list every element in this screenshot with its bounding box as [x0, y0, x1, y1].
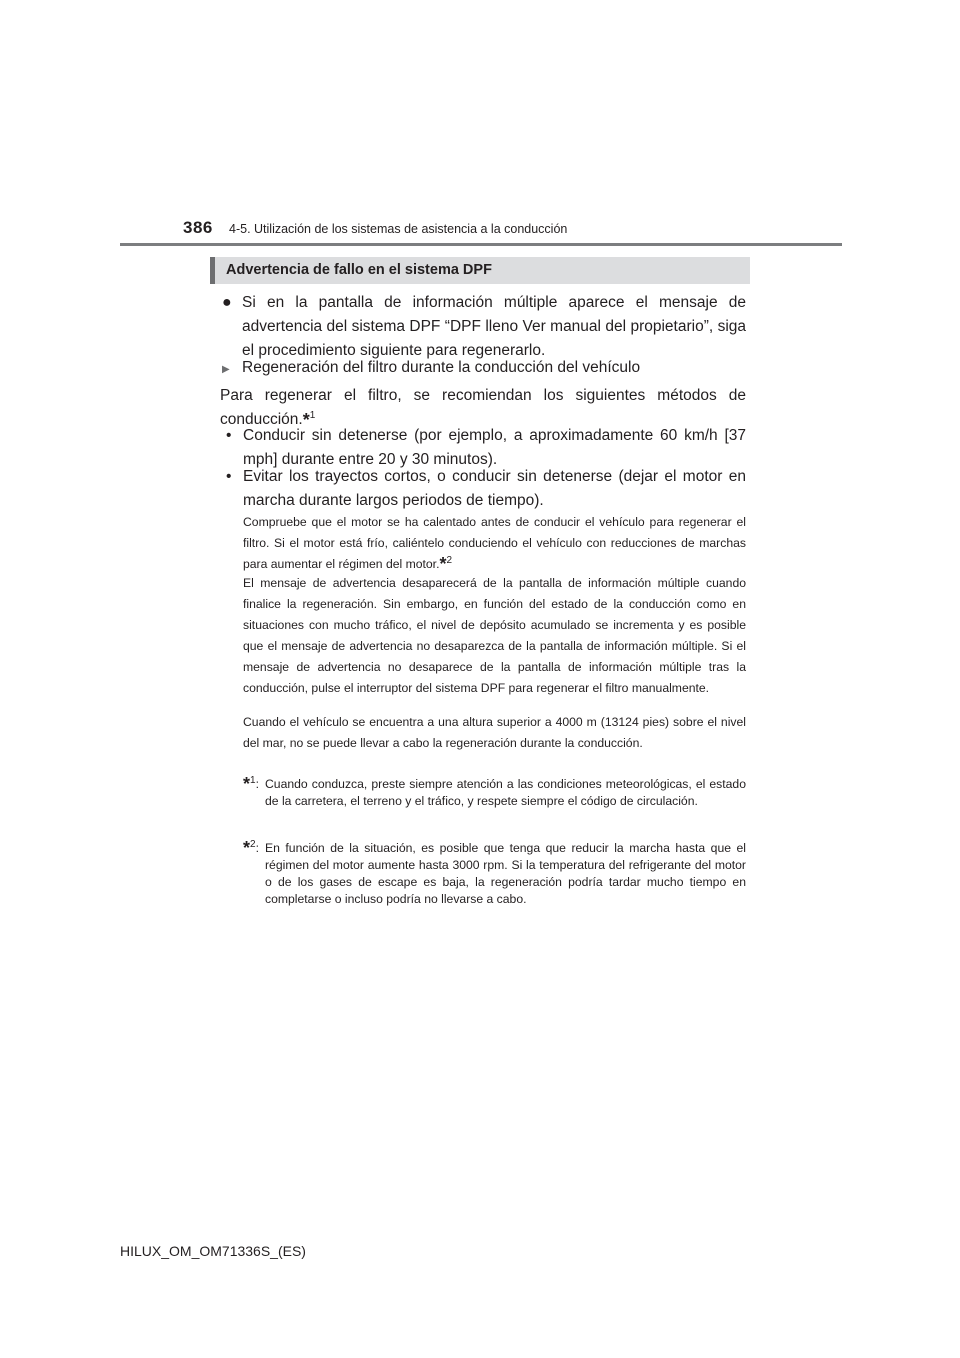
list-item — [226, 465, 746, 513]
list-bullet-icon: • — [226, 468, 232, 485]
section-title: Advertencia de fallo en el sistema DPF — [226, 262, 492, 278]
page-number: 386 — [183, 218, 213, 237]
section-header — [210, 257, 750, 284]
bullet-dot-icon: ● — [222, 294, 232, 311]
list-item-text: Conducir sin detenerse (por ejemplo, a aproximadamente 60 km/h [37 mph] durante entre 20 y 30 minutos). — [243, 427, 746, 468]
note-text: Compruebe que el motor se ha calentado antes de conducir el vehículo para regenerar el filtro. Si el motor está frío, caliéntelo conduciendo el vehículo con reducciones de marchas para aumentar el régimen del motor. — [243, 515, 746, 571]
footnote-separator: : — [255, 841, 259, 855]
note-paragraph: Cuando el vehículo se encuentra a una altura superior a 4000 m (13124 pies) sobre el nivel del mar, no se puede llevar a cabo la regeneración durante la conducción. — [243, 715, 746, 750]
document-code: HILUX_OM_OM71336S_(ES) — [120, 1243, 306, 1259]
procedure-subheading — [222, 356, 746, 382]
footnote-number: 1 — [250, 774, 256, 786]
footnote-ref-star: * — [439, 554, 447, 574]
footnote-label — [243, 776, 265, 810]
triangle-right-icon: ▶ — [222, 364, 230, 375]
footnote-text: En función de la situación, es posible que tenga que reducir la marcha hasta que el régimen del motor aumente hasta 3000 rpm. Si la temperatura del refrigerante del motor o de los gases de escape es baja, la regeneración podría tardar mucho tiempo en completarse o incluso podría no llevarse a cabo. — [265, 841, 746, 906]
header-rule — [120, 243, 842, 246]
footnote-ref-star: * — [302, 410, 310, 430]
footnote — [243, 776, 746, 810]
intro-paragraph-text: Para regenerar el filtro, se recomiendan los siguientes métodos de conducción. — [220, 387, 746, 428]
footnote-star: * — [243, 774, 251, 794]
subheading-text: Regeneración del filtro durante la conducción del vehículo — [242, 359, 641, 376]
list-bullet-icon: • — [226, 427, 232, 444]
note-paragraph — [243, 512, 746, 575]
footnote-text: Cuando conduzca, preste siempre atención a las condiciones meteorológicas, el estado de la carretera, el terreno y el tráfico, y respete siempre el código de circulación. — [265, 777, 746, 808]
footnote-star: * — [243, 838, 251, 858]
footnote-number: 2 — [250, 838, 256, 850]
footnote-label — [243, 840, 265, 908]
footnote-ref-number: 1 — [309, 409, 316, 421]
footnote-separator: : — [255, 777, 259, 791]
footnote — [243, 840, 746, 908]
intro-bullet — [222, 291, 746, 363]
footnote-ref-number: 2 — [446, 554, 453, 566]
chapter-title: 4-5. Utilización de los sistemas de asistencia a la conducción — [229, 222, 568, 236]
list-item-text: Evitar los trayectos cortos, o conducir sin detenerse (dejar el motor en marcha durante largos periodos de tiempo). — [243, 468, 746, 509]
section-accent — [210, 257, 215, 284]
intro-bullet-text: Si en la pantalla de información múltiple aparece el mensaje de advertencia del sistema DPF “DPF lleno Ver manual del propietario”, siga el procedimiento siguiente para regenerarlo. — [242, 294, 746, 359]
note-paragraph: El mensaje de advertencia desaparecerá de la pantalla de información múltiple cuando finalice la regeneración. Sin embargo, en función del estado de la conducción como en situaciones con mucho tráfico, el nivel de depósito acumulado se incrementa y es posible que el mensaje de advertencia no desaparezca de la pantalla de información múltiple. Si el mensaje de advertencia no desaparece de la pantalla de información múltiple tras la conducción, pulse el interruptor del sistema DPF para regenerar el filtro manualmente. — [243, 576, 746, 695]
